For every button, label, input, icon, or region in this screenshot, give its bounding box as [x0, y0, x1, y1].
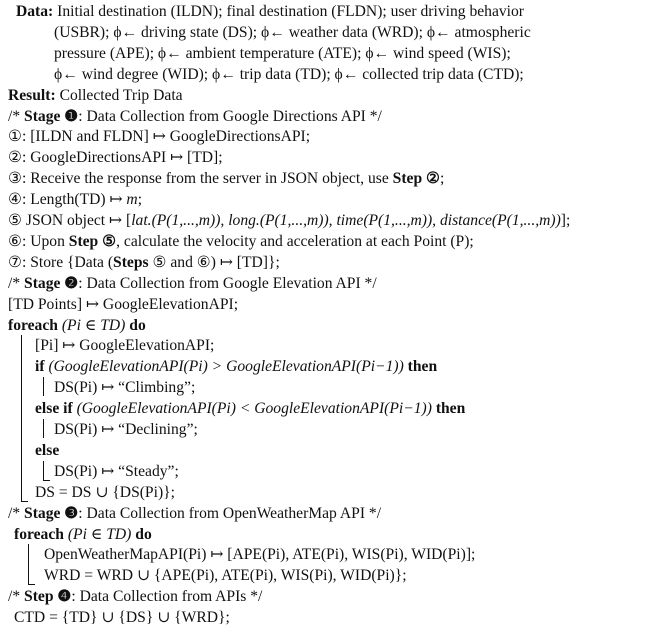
kw-then: then [407, 358, 438, 376]
kw-do: do [135, 525, 152, 543]
s1-step-5 [8, 211, 570, 230]
comment-open: /* [8, 588, 25, 606]
var-m: m [126, 191, 138, 209]
data-line-2: (USBR); ϕ← driving state (DS); ϕ← weather data (WRD); ϕ← atmospheric [54, 23, 531, 41]
s1-step-7-rest: ⑤ and ⑥) ↦ [TD]}; [148, 253, 280, 271]
data-label: Data: [16, 3, 54, 20]
result-text: Collected Trip Data [59, 86, 183, 104]
s1-step-7 [8, 253, 280, 272]
s2-else [35, 441, 59, 460]
stage4-label: Step ❹ [24, 588, 72, 606]
data-line-3: pressure (APE); ϕ← ambient temperature (ATE); ϕ← wind speed (WIS); [54, 44, 511, 62]
s3-foreach [14, 525, 152, 544]
cond-lt: (GoogleElevationAPI(Pi) < GoogleElevationAPI(Pi−1)) [76, 400, 432, 418]
stage3-comment [8, 504, 381, 523]
s2-climbing: DS(Pi) ↦ “Climbing”; [54, 379, 196, 397]
s1-step-6 [8, 232, 474, 251]
s1-step-6-text: ⑥: Upon [8, 232, 69, 250]
s1-step-7-ref: Steps [113, 253, 149, 271]
kw-foreach: foreach [14, 525, 64, 543]
s2-declining: DS(Pi) ↦ “Declining”; [54, 421, 198, 438]
else-block-rule [43, 461, 44, 480]
s3-owm: OpenWeatherMapAPI(Pi) ↦ [APE(Pi), ATE(Pi), WIS(Pi), WID(Pi)]; [44, 546, 476, 564]
semicolon: ; [137, 191, 143, 209]
stage4-comment [8, 587, 262, 606]
kw-do: do [129, 316, 146, 334]
kw-then: then [435, 400, 466, 418]
comment-open: /* [8, 107, 25, 125]
stage2-label: Stage ❷ [24, 274, 79, 292]
s1-step-3-text: ③: Receive the response from the server in JSON object, use [8, 170, 393, 188]
foreach-block-end [21, 501, 28, 502]
s1-step-3-ref: Step ② [392, 170, 441, 188]
s1-step-6-rest: , calculate the velocity and acceleration at each Point (P); [116, 232, 474, 250]
s1-step-6-ref: Step ⑤ [68, 232, 117, 250]
if-block-rule [43, 377, 44, 396]
kw-if: if [35, 358, 45, 376]
stage2-comment [8, 274, 377, 293]
kw-foreach: foreach [8, 316, 58, 334]
s2-steady: DS(Pi) ↦ “Steady”; [54, 462, 179, 480]
json-formula: lat.(P(1,...,m)), long.(P(1,...,m)), time(P(1,...,m)), distance(P(1,...,m)) [131, 212, 561, 229]
else-block-end [43, 480, 50, 481]
s1-step-4 [8, 190, 142, 209]
s1-step-7-text: ⑦: Store {Data ( [8, 253, 114, 271]
s3-foreach-rule [28, 544, 29, 584]
s1-step-5-text: ⑤ JSON object ↦ [ [8, 212, 132, 229]
stage3-label: Stage ❸ [24, 504, 79, 522]
stage1-title: : Data Collection from Google Directions API */ [78, 107, 382, 125]
stage2-title: : Data Collection from Google Elevation API */ [78, 274, 377, 292]
s4-ctd: CTD = {TD} ∪ {DS} ∪ {WRD}; [14, 609, 230, 627]
s3-foreach-end [28, 584, 35, 585]
s2-if [35, 357, 437, 376]
semicolon: ; [440, 170, 445, 188]
s2-foreach [8, 316, 146, 335]
cond-gt: (GoogleElevationAPI(Pi) > GoogleElevationAPI(Pi−1)) [48, 358, 404, 376]
elseif-block-rule [43, 419, 44, 438]
s1-step-4-text: ④: Length(TD) ↦ [8, 191, 127, 209]
data-text-1: Initial destination (ILDN); final destination (FLDN); user driving behavior [57, 3, 524, 20]
stage3-title: : Data Collection from OpenWeatherMap API */ [78, 504, 382, 522]
data-line-4: ϕ← wind degree (WID); ϕ← trip data (TD); ϕ← collected trip data (CTD); [54, 65, 524, 83]
s2-else-if [35, 399, 465, 418]
s1-step-1: ①: [ILDN and FLDN] ↦ GoogleDirectionsAPI; [8, 128, 311, 146]
loop-cond: (Pi ∈ TD) [61, 316, 126, 334]
result-line [8, 86, 183, 105]
result-label: Result: [8, 86, 56, 104]
json-end: ]; [560, 212, 571, 229]
comment-open: /* [8, 274, 25, 292]
s1-step-3 [8, 169, 444, 188]
s3-wrd: WRD = WRD ∪ {APE(Pi), ATE(Pi), WIS(Pi), WID(Pi)}; [44, 567, 407, 585]
s2-ds-union: DS = DS ∪ {DS(Pi)}; [35, 483, 175, 501]
s1-step-2: ②: GoogleDirectionsAPI ↦ [TD]; [8, 149, 223, 167]
kw-else: else [35, 441, 60, 459]
stage1-comment [8, 107, 382, 126]
comment-open: /* [8, 504, 25, 522]
stage4-title: : Data Collection from APIs */ [71, 588, 263, 606]
s2-pi-elev: [Pi] ↦ GoogleElevationAPI; [35, 337, 215, 355]
stage1-label: Stage ❶ [24, 107, 79, 125]
loop-cond: (Pi ∈ TD) [67, 525, 132, 543]
foreach-block-rule [21, 335, 22, 500]
s2-tdpoints: [TD Points] ↦ GoogleElevationAPI; [8, 295, 239, 313]
data-line-1 [16, 2, 524, 21]
kw-else-if: else if [35, 400, 73, 418]
